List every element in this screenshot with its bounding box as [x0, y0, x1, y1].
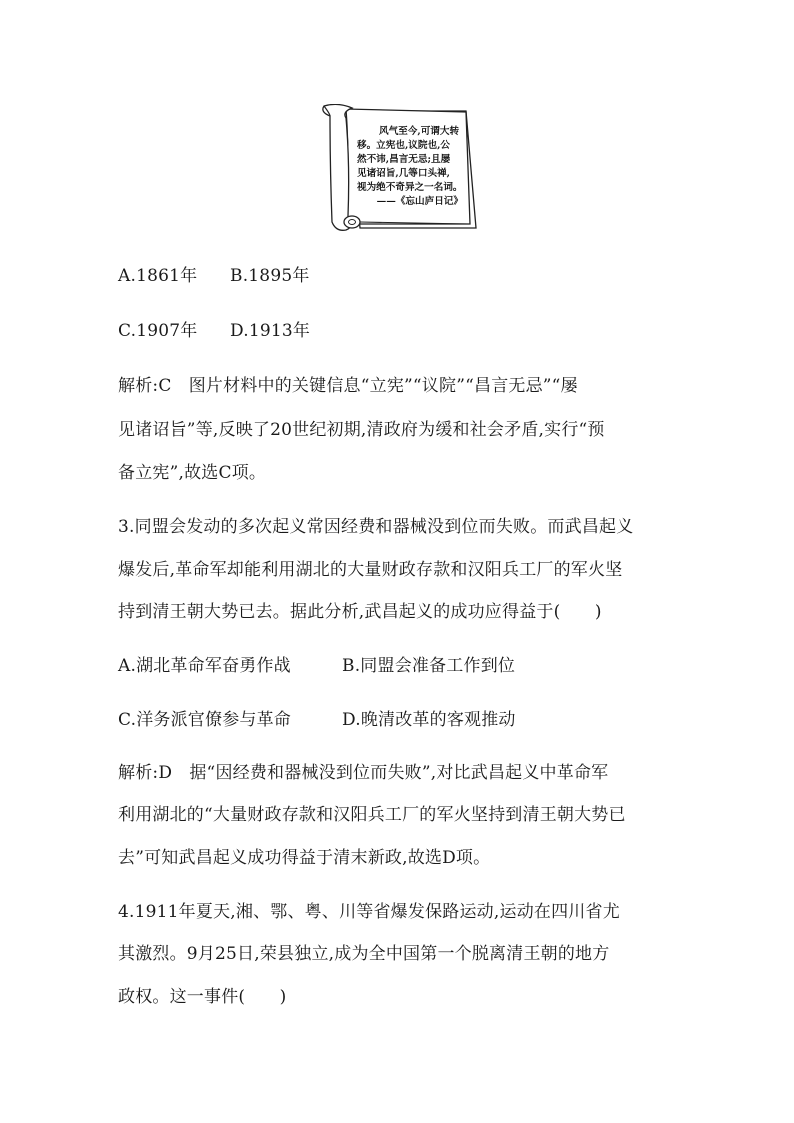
- scroll-quote-line: 见诸诏旨,几等口头禅,: [357, 168, 451, 179]
- q4-stem-line: 其激烈。9月25日,荣县独立,成为全中国第一个脱离清王朝的地方: [118, 944, 610, 964]
- scroll-quote: [357, 125, 469, 209]
- q3-option-c: C.洋务派官僚参与革命: [118, 710, 292, 730]
- q2-option-c: C.1907年: [118, 321, 198, 341]
- q3-analysis-line: 解析:D 据“因经费和器械没到位而失败”,对比武昌起义中革命军: [118, 763, 609, 783]
- q3-options-row-2: [118, 710, 516, 730]
- q3-option-d: D.晚清改革的客观推动: [342, 710, 516, 730]
- q2-options-row-2: [118, 321, 310, 341]
- q4-stem-line: 政权。这一事件( ): [118, 987, 287, 1007]
- scroll-quote-line: 视为绝不奇异之一名词。: [357, 182, 463, 193]
- q3-stem-line: 持到清王朝大势已去。据此分析,武昌起义的成功应得益于( ): [118, 602, 602, 622]
- scroll-quote-line: 风气至今,可谓大转: [379, 126, 460, 137]
- q3-analysis-line: 利用湖北的“大量财政存款和汉阳兵工厂的军火坚持到清王朝大势已: [118, 805, 626, 825]
- scroll-quote-line: 然不讳,昌言无忌;且屡: [357, 154, 451, 165]
- q2-options-row-1: [118, 266, 310, 286]
- q3-analysis-line: 去”可知武昌起义成功得益于清末新政,故选D项。: [118, 848, 491, 868]
- scroll-illustration: [316, 104, 478, 236]
- q2-option-b: B.1895年: [230, 266, 310, 286]
- q4-stem-line: 4.1911年夏天,湘、鄂、粤、川等省爆发保路运动,运动在四川省尤: [118, 902, 620, 922]
- q3-option-b: B.同盟会准备工作到位: [342, 656, 516, 676]
- q2-analysis-line: 备立宪”,故选C项。: [118, 463, 267, 483]
- q3-option-a: A.湖北革命军奋勇作战: [118, 656, 291, 676]
- q2-analysis-line: 解析:C 图片材料中的关键信息“立宪”“议院”“昌言无忌”“屡: [118, 376, 578, 396]
- q3-stem-line: 3.同盟会发动的多次起义常因经费和器械没到位而失败。而武昌起义: [118, 517, 634, 537]
- q2-option-a: A.1861年: [118, 266, 198, 286]
- q3-stem-line: 爆发后,革命军却能利用湖北的大量财政存款和汉阳兵工厂的军火坚: [118, 560, 623, 580]
- scroll-quote-line: 移。立宪也,议院也,公: [357, 140, 451, 151]
- q2-option-d: D.1913年: [230, 321, 311, 341]
- q2-analysis-line: 见诸诏旨”等,反映了20世纪初期,清政府为缓和社会矛盾,实行“预: [118, 420, 605, 440]
- scroll-quote-source: ——《忘山庐日记》: [376, 196, 463, 207]
- q3-options-row-1: [118, 656, 515, 676]
